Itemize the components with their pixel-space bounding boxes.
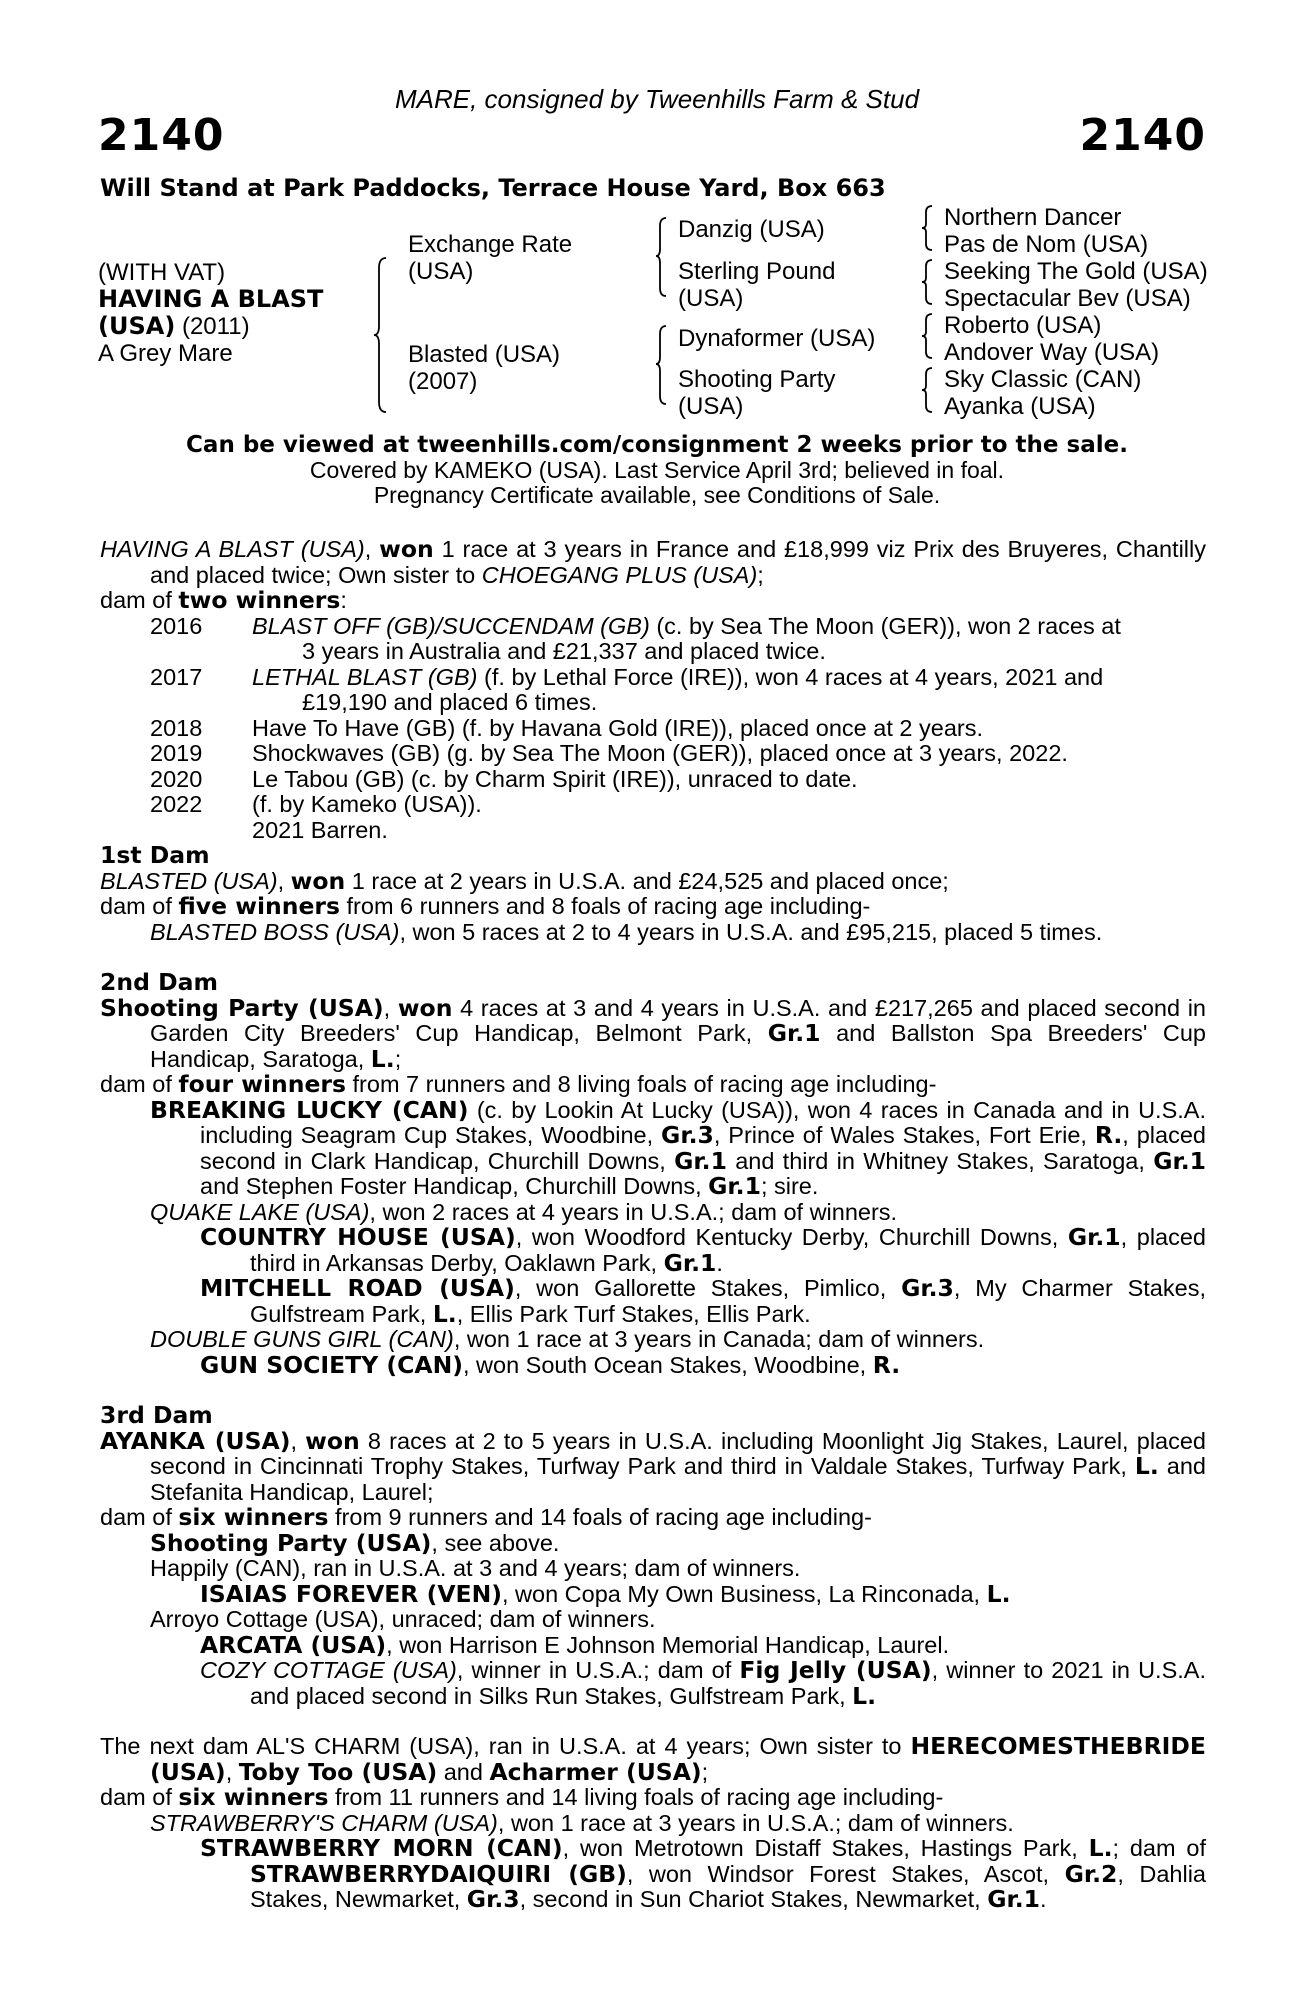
dam-sire: Dynaformer (USA) bbox=[678, 325, 876, 352]
horse-description: A Grey Mare bbox=[98, 340, 233, 367]
shooting-party-ref: Shooting Party (USA), see above. bbox=[150, 1528, 560, 1557]
produce-row: 2018 Have To Have (GB) (f. by Havana Gold (IRE)), placed once at 2 years. bbox=[150, 714, 983, 741]
brace-ds bbox=[920, 312, 934, 360]
breaking-lucky-record: BREAKING LUCKY (CAN) (c. by Lookin At Lucky (USA)), won 4 races in Canada and in U.S.A. including Seagram Cup Stakes, Woodbine, Gr.3, Prince of Wales Stakes, Fort Erie, R., placed second in Clark Handicap, Churchill Downs, Gr.1 and third in Whitney Stakes, Saratoga, Gr.1 and Stephen Foster Handicap, Churchill Downs, Gr.1; sire. bbox=[150, 1095, 1206, 1200]
first-dam-record: BLASTED (USA), won 1 race at 2 years in U.S.A. and £24,525 and placed once; bbox=[100, 866, 949, 895]
first-dam-heading: 1st Dam bbox=[100, 841, 210, 869]
country-house-record: COUNTRY HOUSE (USA), won Woodford Kentucky Derby, Churchill Downs, Gr.1, placed third in Arkansas Derby, Oaklawn Park, Gr.1. bbox=[200, 1223, 1207, 1277]
gun-society-record: GUN SOCIETY (CAN), won South Ocean Stakes, Woodbine, R. bbox=[200, 1350, 901, 1379]
first-dam-dam-of: dam of five winners from 6 runners and 8 foals of racing age including- bbox=[100, 892, 871, 920]
double-guns-girl-record: DOUBLE GUNS GIRL (CAN), won 1 race at 3 years in Canada; dam of winners. bbox=[150, 1326, 985, 1352]
next-dam-dam-of: dam of six winners from 11 runners and 14 living foals of racing age including- bbox=[100, 1783, 944, 1811]
sire-country: (USA) bbox=[408, 258, 474, 285]
brace-ss bbox=[920, 204, 934, 252]
produce-row: 2016 BLAST OFF (GB)/SUCCENDAM (GB) (c. by Sea The Moon (GER)), won 2 races at 3 years in Australia and £21,337 and placed twice. bbox=[150, 612, 1121, 664]
second-dam-dam-of: dam of four winners from 7 runners and 8 living foals of racing age including- bbox=[100, 1070, 937, 1098]
quake-lake-record: QUAKE LAKE (USA), won 2 races at 4 years in U.S.A.; dam of winners. bbox=[150, 1198, 898, 1225]
certificate-note: Pregnancy Certificate available, see Conditions of Sale. bbox=[373, 482, 941, 508]
consignment-line: MARE, consigned by Tweenhills Farm & Stud bbox=[394, 84, 920, 114]
third-dam-heading: 3rd Dam bbox=[100, 1401, 213, 1429]
strawberry-morn-record: STRAWBERRY MORN (CAN), won Metrotown Distaff Stakes, Hastings Park, L.; dam of STRAWBERRYDAIQUIRI (GB), won Windsor Forest Stakes, Ascot, Gr.2, Dahlia Stakes, Newmarket, Gr.3, second in Sun Chariot Stakes, Newmarket, Gr.1. bbox=[200, 1834, 1207, 1913]
isaias-forever-record: ISAIAS FOREVER (VEN), won Copa My Own Business, La Rinconada, L. bbox=[200, 1579, 1011, 1608]
dam-name: Blasted (USA) bbox=[408, 341, 561, 368]
brace-dam bbox=[654, 324, 668, 406]
third-dam-dam-of: dam of six winners from 9 runners and 14 foals of racing age including- bbox=[100, 1503, 872, 1531]
happily-record: Happily (CAN), ran in U.S.A. at 3 and 4 years; dam of winners. bbox=[150, 1555, 801, 1581]
dam-dam-country: (USA) bbox=[678, 393, 744, 420]
third-dam-record: AYANKA (USA), won 8 races at 2 to 5 years in U.S.A. including Moonlight Jig Stakes, Laurel, placed second in Cincinnati Trophy Stakes, Turfway Park and third in Valdale Stakes, Turfway Park, L. and Stefanita Handicap, Laurel; bbox=[100, 1426, 1207, 1505]
horse-name: HAVING A BLAST bbox=[98, 285, 324, 313]
produce-row: 2017 LETHAL BLAST (GB) (f. by Lethal Force (IRE)), won 4 races at 4 years, 2021 and £19,190 and placed 6 times. bbox=[150, 663, 1104, 715]
dam-dam-sire: Sky Classic (CAN) bbox=[944, 366, 1142, 393]
produce-dam-of: dam of two winners: bbox=[100, 586, 347, 614]
sire-dam-sire: Seeking The Gold (USA) bbox=[944, 258, 1208, 285]
dam-sire-sire: Roberto (USA) bbox=[944, 312, 1102, 339]
dam-year: (2007) bbox=[408, 368, 478, 395]
produce-horse-name: HAVING A BLAST (USA) bbox=[100, 536, 365, 562]
produce-intro: HAVING A BLAST (USA), won 1 race at 3 years in France and £18,999 viz Prix des Bruyeres, Chantilly and placed twice; Own sister to CHOEGANG PLUS (USA); bbox=[100, 535, 1206, 588]
viewing-note: Can be viewed at tweenhills.com/consignment 2 weeks prior to the sale. bbox=[186, 432, 1128, 458]
brace-sire bbox=[654, 216, 668, 298]
produce-section bbox=[100, 537, 1206, 1913]
next-dam-record: The next dam AL'S CHARM (USA), ran in U.S.A. at 4 years; Own sister to HERECOMESTHEBRIDE (USA), Toby Too (USA) and Acharmer (USA); bbox=[100, 1732, 1206, 1786]
sire-sire-dam: Pas de Nom (USA) bbox=[944, 231, 1149, 258]
produce-row: 2022 (f. by Kameko (USA)). bbox=[150, 791, 482, 817]
arcata-record: ARCATA (USA), won Harrison E Johnson Memorial Handicap, Laurel. bbox=[200, 1630, 950, 1659]
second-dam-heading: 2nd Dam bbox=[100, 968, 218, 996]
covered-note: Covered by KAMEKO (USA). Last Service April 3rd; believed in foal. bbox=[309, 457, 1005, 483]
vat-label: (WITH VAT) bbox=[98, 259, 226, 286]
arroyo-cottage-record: Arroyo Cottage (USA), unraced; dam of winners. bbox=[150, 1606, 656, 1632]
lot-number-left: 2140 bbox=[98, 110, 225, 161]
brace-sd bbox=[920, 258, 934, 306]
sire-name: Exchange Rate bbox=[408, 231, 573, 258]
horse-country: (USA) bbox=[98, 312, 176, 340]
mitchell-road-record: MITCHELL ROAD (USA), won Gallorette Stakes, Pimlico, Gr.3, My Charmer Stakes, Gulfstream Park, L., Ellis Park Turf Stakes, Ellis Park. bbox=[200, 1274, 1206, 1328]
stand-location: Will Stand at Park Paddocks, Terrace House Yard, Box 663 bbox=[100, 174, 886, 202]
pedigree-table bbox=[0, 200, 1314, 430]
dam-sire-dam: Andover Way (USA) bbox=[944, 339, 1160, 366]
cozy-cottage-record: COZY COTTAGE (USA), winner in U.S.A.; dam of Fig Jelly (USA), winner to 2021 in U.S.A. and placed second in Silks Run Stakes, Gulfstream Park, L. bbox=[200, 1656, 1206, 1710]
produce-row: 2019 Shockwaves (GB) (g. by Sea The Moon (GER)), placed once at 3 years, 2022. bbox=[150, 740, 1068, 766]
sire-dam-country: (USA) bbox=[678, 285, 744, 312]
sale-notes bbox=[0, 433, 1314, 508]
dam-dam: Shooting Party bbox=[678, 366, 836, 393]
sire-dam: Sterling Pound bbox=[678, 258, 836, 285]
horse-origin-year bbox=[98, 313, 250, 340]
lot-number-right: 2140 bbox=[1079, 110, 1206, 161]
strawberrys-charm-record: STRAWBERRY'S CHARM (USA), won 1 race at 3 years in U.S.A.; dam of winners. bbox=[150, 1809, 1014, 1836]
produce-row: 2021 Barren. bbox=[252, 816, 388, 843]
sire-dam-dam: Spectacular Bev (USA) bbox=[944, 285, 1191, 312]
first-dam-child: BLASTED BOSS (USA), won 5 races at 2 to 4 years in U.S.A. and £95,215, placed 5 times. bbox=[150, 918, 1103, 945]
dam-dam-dam: Ayanka (USA) bbox=[944, 393, 1096, 420]
sire-sire-sire: Northern Dancer bbox=[944, 204, 1122, 231]
sire-sire: Danzig (USA) bbox=[678, 216, 825, 243]
horse-year: (2011) bbox=[175, 313, 250, 340]
second-dam-record: Shooting Party (USA), won 4 races at 3 and 4 years in U.S.A. and £217,265 and placed second in Garden City Breeders' Cup Handicap, Belmont Park, Gr.1 and Ballston Spa Breeders' Cup Handicap, Saratoga, L.; bbox=[100, 993, 1206, 1073]
brace-horse bbox=[372, 256, 390, 414]
produce-row: 2020 Le Tabou (GB) (c. by Charm Spirit (IRE)), unraced to date. bbox=[150, 765, 858, 792]
brace-dd bbox=[920, 366, 934, 414]
